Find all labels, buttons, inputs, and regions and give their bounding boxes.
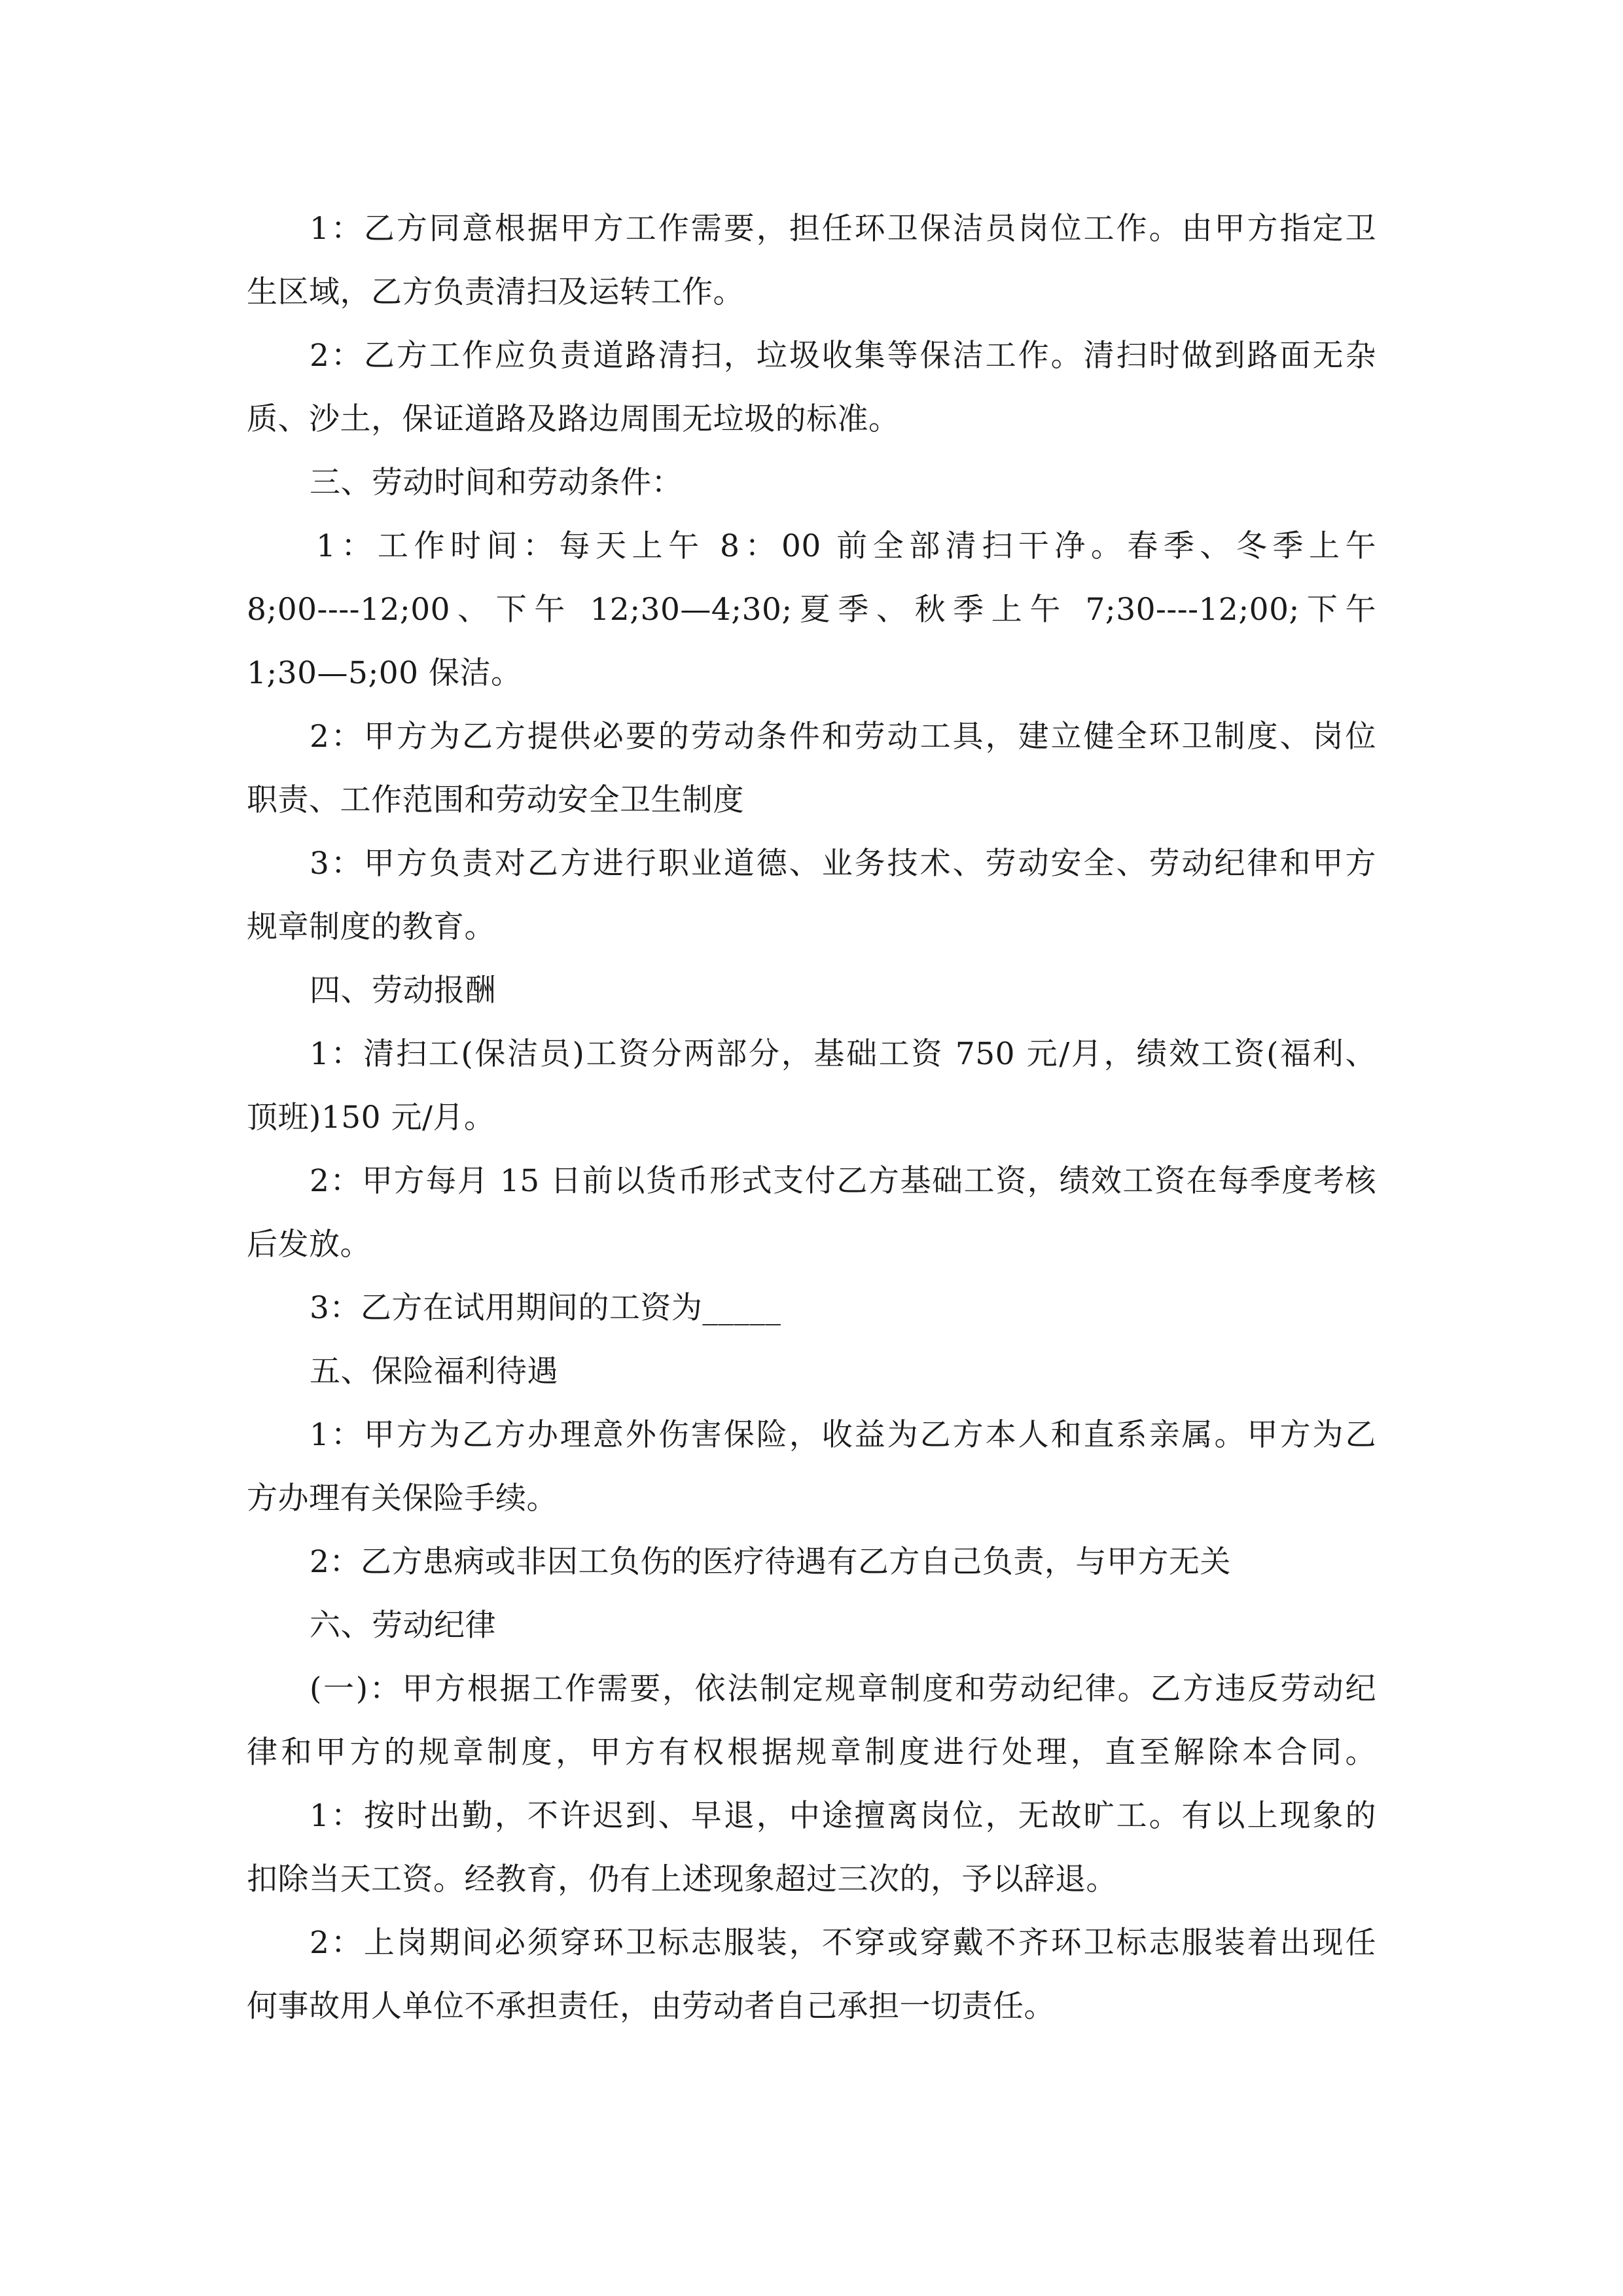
section-heading: 六、劳动纪律	[310, 1607, 496, 1643]
text-line: 职责、工作范围和劳动安全卫生制度	[247, 782, 744, 818]
text-line: 规章制度的教育。	[247, 909, 495, 945]
text-line: 扣除当天工资。经教育，仍有上述现象超过三次的，予以辞退。	[247, 1861, 1117, 1897]
text-line: 1：按时出勤，不许迟到、早退，中途擅离岗位，无故旷工。有以上现象的	[310, 1798, 1376, 1834]
document-page	[247, 0, 1376, 2296]
text-line: 律和甲方的规章制度，甲方有权根据规章制度进行处理，直至解除本合同。	[247, 1734, 1376, 1770]
section-heading: 三、劳动时间和劳动条件：	[310, 465, 683, 501]
text-line: 生区域，乙方负责清扫及运转工作。	[247, 274, 744, 310]
text-line: 1：工作时间：每天上午 8：00 前全部清扫干净。春季、冬季上午	[316, 528, 1376, 564]
text-line: 何事故用人单位不承担责任，由劳动者自己承担一切责任。	[247, 1988, 1055, 2024]
text-line: 1：甲方为乙方办理意外伤害保险，收益为乙方本人和直系亲属。甲方为乙	[310, 1417, 1376, 1453]
text-line: (一)：甲方根据工作需要，依法制定规章制度和劳动纪律。乙方违反劳动纪	[310, 1671, 1376, 1707]
text-line: 2：乙方患病或非因工负伤的医疗待遇有乙方自己负责，与甲方无关	[310, 1544, 1231, 1580]
text-line: 1：乙方同意根据甲方工作需要，担任环卫保洁员岗位工作。由甲方指定卫	[310, 211, 1376, 247]
section-heading: 五、保险福利待遇	[310, 1354, 558, 1390]
text-line: 顶班)150 元/月。	[247, 1100, 495, 1136]
text-line: 方办理有关保险手续。	[247, 1480, 558, 1516]
text-line: 3：乙方在试用期间的工资为_____	[310, 1290, 781, 1326]
text-line: 质、沙土，保证道路及路边周围无垃圾的标准。	[247, 401, 900, 437]
text-line: 2：甲方每月 15 日前以货币形式支付乙方基础工资，绩效工资在每季度考核	[310, 1163, 1376, 1199]
text-line: 2：上岗期间必须穿环卫标志服装，不穿或穿戴不齐环卫标志服装着出现任	[310, 1925, 1376, 1961]
text-line: 2：乙方工作应负责道路清扫，垃圾收集等保洁工作。清扫时做到路面无杂	[310, 338, 1376, 374]
text-line: 8;00----12;00、下午 12;30—4;30;夏季、秋季上午 7;30----12;00;下午	[247, 592, 1376, 628]
text-line: 后发放。	[247, 1227, 371, 1263]
section-heading: 四、劳动报酬	[310, 973, 496, 1009]
text-line: 3：甲方负责对乙方进行职业道德、业务技术、劳动安全、劳动纪律和甲方	[310, 846, 1376, 882]
text-line: 1：清扫工(保洁员)工资分两部分，基础工资 750 元/月，绩效工资(福利、	[310, 1036, 1376, 1072]
text-line: 2：甲方为乙方提供必要的劳动条件和劳动工具，建立健全环卫制度、岗位	[310, 719, 1376, 755]
text-line: 1;30—5;00 保洁。	[247, 655, 522, 691]
